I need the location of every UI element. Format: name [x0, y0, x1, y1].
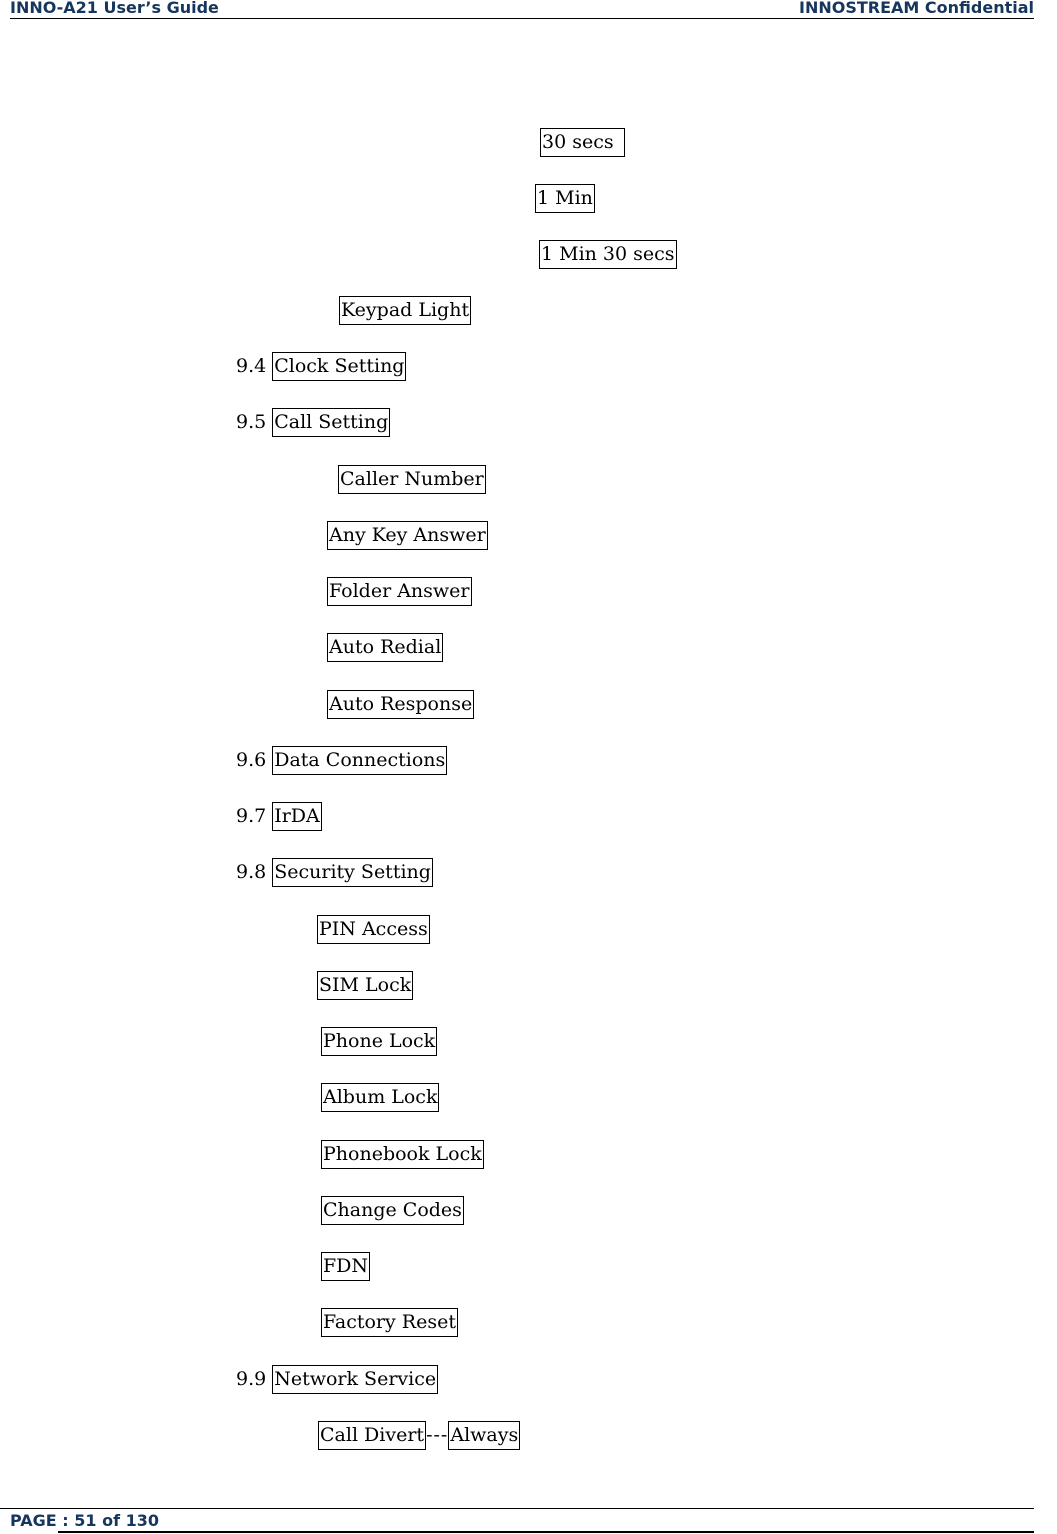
menu-item-pin-access: PIN Access [317, 915, 430, 944]
menu-item-network-service: 9.9 Network Service [236, 1365, 438, 1394]
menu-item-1-min-30-secs: 1 Min 30 secs [539, 240, 677, 269]
menu-item-fdn: FDN [321, 1252, 370, 1281]
footer-divider [0, 1508, 1034, 1509]
menu-item-keypad-light: Keypad Light [339, 296, 471, 325]
menu-item-1-min: 1 Min [535, 184, 595, 213]
document-title: INNO-A21 User’s Guide [10, 0, 219, 17]
page-header [10, 0, 1034, 19]
menu-item-factory-reset: Factory Reset [321, 1308, 458, 1337]
menu-item-security-setting: 9.8 Security Setting [236, 858, 433, 887]
menu-item-album-lock: Album Lock [321, 1083, 439, 1112]
footer-underline [58, 1531, 1034, 1533]
connector-dashes: --- [426, 1424, 449, 1446]
confidential-label: INNOSTREAM Confidential [799, 0, 1034, 17]
call-divert-always: Always [448, 1421, 520, 1450]
menu-item-folder-answer: Folder Answer [327, 577, 472, 606]
menu-item-change-codes: Change Codes [321, 1196, 464, 1225]
menu-item-phonebook-lock: Phonebook Lock [321, 1140, 484, 1169]
menu-item-any-key-answer: Any Key Answer [327, 521, 488, 550]
menu-item-auto-redial: Auto Redial [327, 633, 443, 662]
menu-item-call-setting: 9.5 Call Setting [236, 408, 390, 437]
menu-item-30-secs: 30 secs [540, 128, 625, 157]
page-number: PAGE : 51 of 130 [10, 1511, 159, 1530]
menu-item-sim-lock: SIM Lock [317, 971, 413, 1000]
menu-item-irda: 9.7 IrDA [236, 802, 322, 831]
menu-item-caller-number: Caller Number [338, 465, 486, 494]
menu-item-call-divert: Call Divert --- Always [318, 1421, 520, 1450]
menu-item-data-connections: 9.6 Data Connections [236, 746, 447, 775]
menu-item-phone-lock: Phone Lock [321, 1027, 437, 1056]
menu-item-auto-response: Auto Response [327, 690, 474, 719]
menu-item-clock-setting: 9.4 Clock Setting [236, 352, 406, 381]
